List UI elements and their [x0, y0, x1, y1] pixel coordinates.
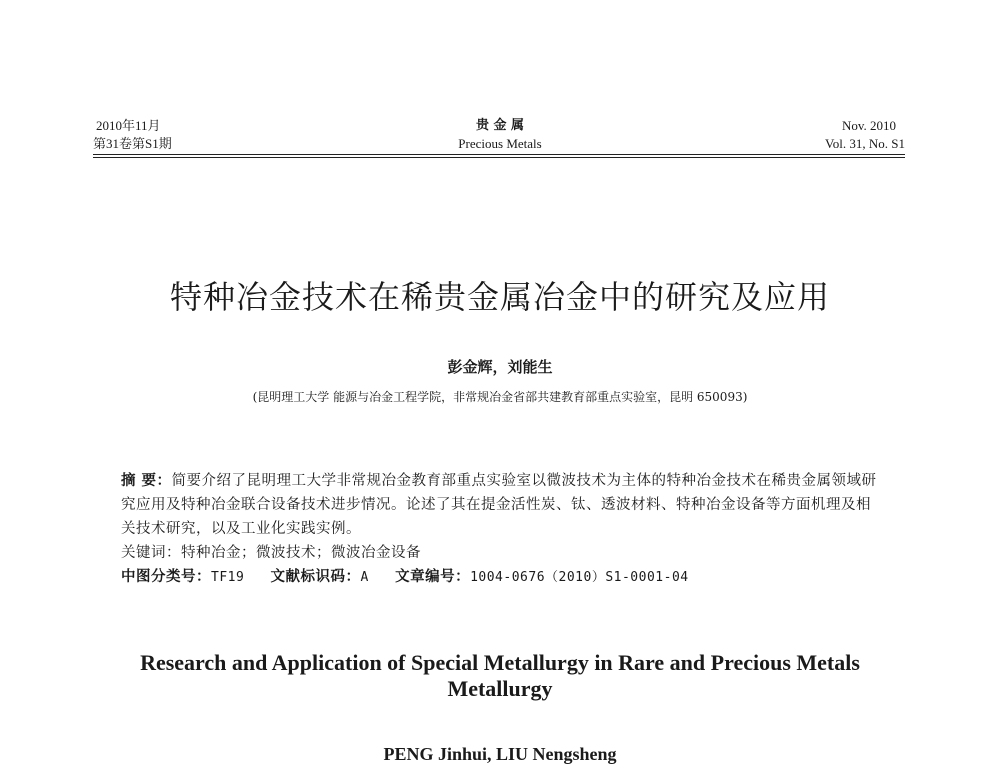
header-rule-bottom [93, 157, 905, 158]
authors-cn: 彭金辉，刘能生 [447, 358, 553, 376]
keywords-line [121, 541, 881, 565]
doc-code-value: A [360, 570, 369, 585]
abstract-block [121, 469, 881, 590]
title-en: Research and Application of Special Metallurgy in Rare and Precious Metals Metallurgy [140, 650, 860, 701]
keywords-label: 关键词： [121, 545, 181, 561]
abstract-text: 简要介绍了昆明理工大学非常规冶金教育部重点实验室以微波技术为主体的特种冶金技术在稀贵金属领域研究应用及特种冶金联合设备技术进步情况。论述了其在提金活性炭、钛、透波材料、特种冶金设备等方面机理及相关技术研究，以及工业化实践实例。 [121, 473, 877, 537]
doc-code-label: 文献标识码： [270, 569, 361, 585]
header-journal-cn: 贵 金 属 [475, 118, 525, 133]
article-number-label: 文章编号： [395, 569, 471, 585]
affiliation-cn: (昆明理工大学 能源与冶金工程学院，非常规冶金省部共建教育部重点实验室，昆明 650093) [252, 390, 748, 404]
header-volume-cn: 第31卷第S1期 [93, 136, 172, 151]
clc-label: 中图分类号： [121, 569, 211, 585]
header-journal-en: Precious Metals [458, 136, 542, 151]
authors-en: PENG Jinhui, LIU Nengsheng [383, 744, 617, 764]
header-volume-en: Vol. 31, No. S1 [825, 136, 905, 151]
keywords-text: 特种冶金；微波技术；微波冶金设备 [181, 545, 421, 561]
classification-line [121, 565, 881, 590]
title-cn: 特种冶金技术在稀贵金属冶金中的研究及应用 [169, 278, 830, 316]
article-number-value: 1004-0676（2010）S1-0001-04 [470, 570, 689, 585]
header-date-cn: 2010年11月 [96, 118, 161, 133]
abstract-label: 摘 要： [121, 473, 172, 489]
abstract-paragraph [121, 469, 881, 541]
header-rule-top [93, 154, 905, 155]
clc-value: TF19 [211, 570, 245, 585]
header-date-en: Nov. 2010 [841, 118, 896, 133]
